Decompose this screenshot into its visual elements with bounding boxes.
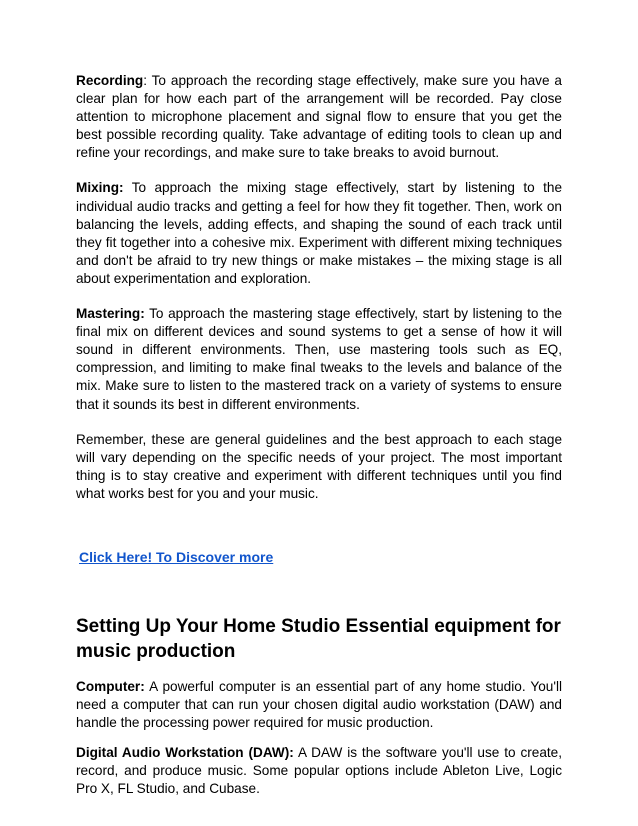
mastering-label: Mastering: bbox=[76, 306, 145, 322]
section-heading: Setting Up Your Home Studio Essential equipment for music production bbox=[76, 615, 561, 662]
document-page bbox=[76, 72, 562, 799]
computer-label: Computer: bbox=[76, 678, 145, 694]
computer-paragraph bbox=[76, 678, 562, 732]
daw-text: A DAW is the software you'll use to create, record, and produce music. Some popular options include Ableton Live, Logic Pro X, FL Studio, and Cubase. bbox=[76, 745, 562, 797]
computer-text: A powerful computer is an essential part of any home studio. You'll need a computer that can run your chosen digital audio workstation (DAW) and handle the processing power required for music production. bbox=[76, 678, 563, 731]
remember-paragraph: Remember, these are general guidelines and the best approach to each stage will vary depending on the specific needs of your project. The most important thing is to stay creative and experiment with different techniques until you find what works best for you and your music. bbox=[76, 431, 562, 501]
mixing-paragraph bbox=[76, 179, 562, 288]
mixing-separator bbox=[124, 180, 132, 195]
recording-paragraph bbox=[76, 72, 562, 162]
discover-link-container bbox=[76, 548, 562, 566]
recording-separator: : bbox=[143, 73, 152, 88]
mixing-text: To approach the mixing stage effectively, start by listening to the individual audio tracks and getting a feel for how they fit together. Then, work on balancing the levels, adding effects, and shaping the sound of each track until they fit together into a cohesive mix. Experiment with different mixing techniques and don't be afraid to try new things or make mistakes – the mixing stage is all about experimentation and exploration. bbox=[76, 180, 563, 286]
discover-more-link[interactable]: Click Here! To Discover more bbox=[79, 548, 274, 565]
recording-text: To approach the recording stage effectively, make sure you have a clear plan for how each part of the arrangement will be recorded. Pay close attention to microphone placement and signal flow to ensure that you get the best possible recording quality. Take advantage of editing tools to clean up and refine your recordings, and make sure to take breaks to avoid burnout. bbox=[76, 73, 562, 161]
mixing-label: Mixing: bbox=[76, 180, 124, 196]
daw-paragraph bbox=[76, 744, 562, 798]
mastering-paragraph bbox=[76, 305, 562, 414]
daw-label: Digital Audio Workstation (DAW): bbox=[76, 745, 294, 761]
mastering-text: To approach the mastering stage effectively, start by listening to the final mix on different devices and sound systems to get a sense of how it will sound in different environments. Then, use mastering tools such as EQ, compression, and limiting to make final tweaks to the levels and balance of the mix. Make sure to listen to the mastered track on a variety of systems to ensure that it sounds its best in different environments. bbox=[76, 306, 563, 412]
recording-label: Recording bbox=[76, 73, 144, 88]
